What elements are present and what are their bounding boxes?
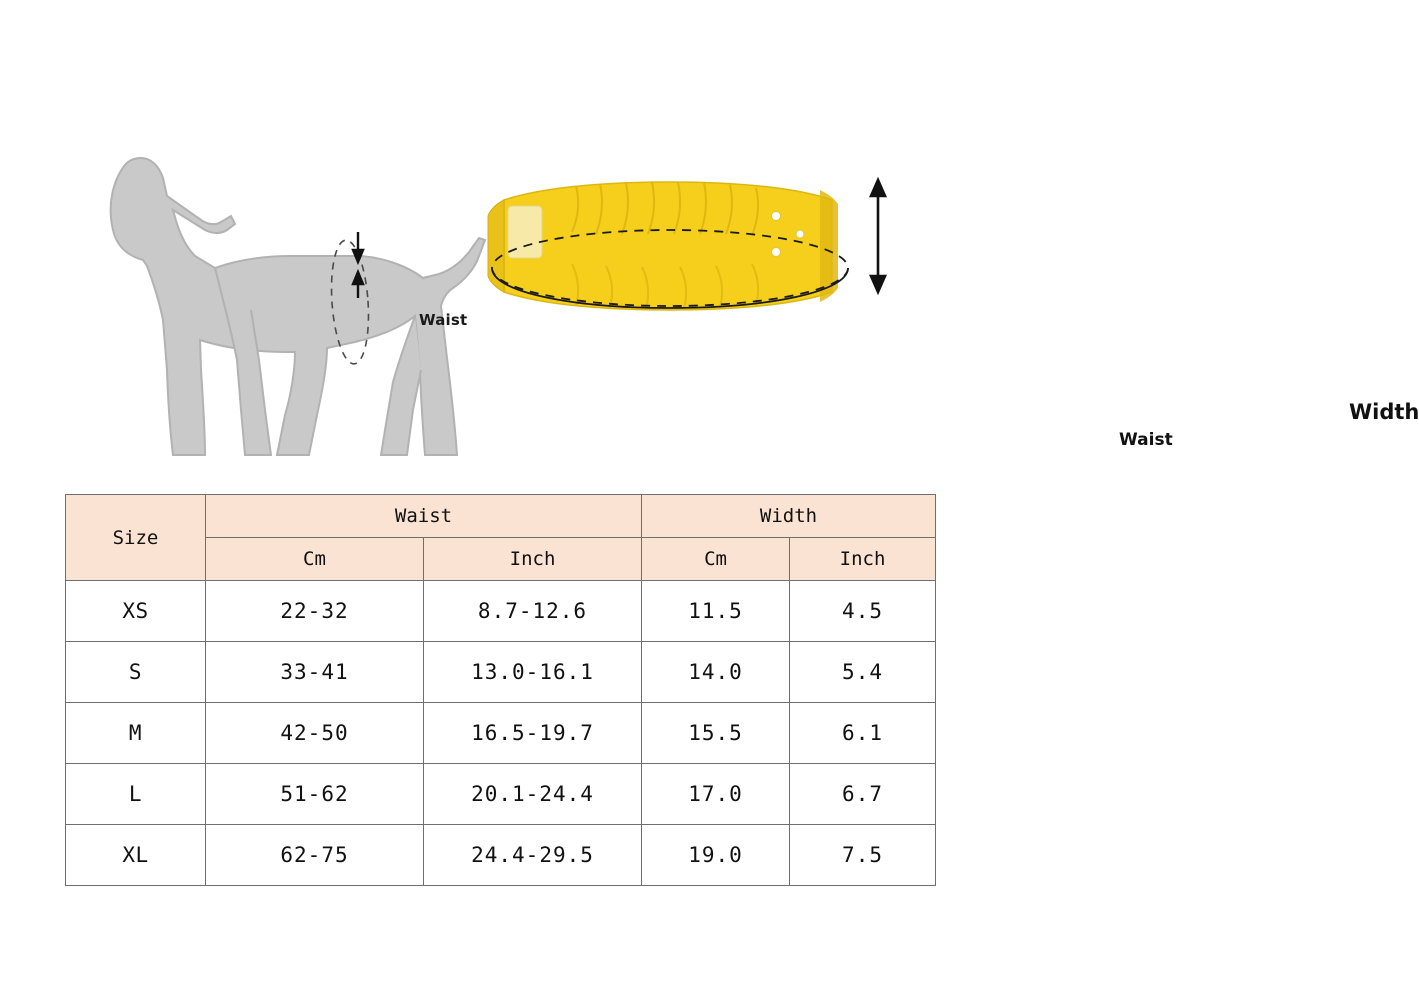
cell-width-cm: 15.5 (642, 703, 790, 764)
table-row (66, 581, 936, 642)
dog-silhouette-icon (55, 70, 485, 460)
cell-width-inch: 5.4 (790, 642, 936, 703)
table-row (66, 642, 936, 703)
cell-waist-inch: 24.4-29.5 (424, 825, 642, 886)
cell-waist-cm: 62-75 (206, 825, 424, 886)
cell-width-inch: 4.5 (790, 581, 936, 642)
cell-width-cm: 11.5 (642, 581, 790, 642)
cell-size: S (66, 642, 206, 703)
cell-waist-cm: 42-50 (206, 703, 424, 764)
diaper-band-icon (480, 160, 960, 360)
header-width: Width (642, 495, 936, 538)
cell-waist-cm: 33-41 (206, 642, 424, 703)
dog-illustration (55, 70, 485, 460)
table-row (66, 764, 936, 825)
table-header-row-group (66, 495, 936, 538)
cell-waist-inch: 20.1-24.4 (424, 764, 642, 825)
size-table-body (66, 581, 936, 886)
cell-size: XS (66, 581, 206, 642)
belt-width-label: Width (1349, 400, 1419, 424)
size-table (65, 494, 936, 886)
header-width-inch: Inch (790, 538, 936, 581)
header-size: Size (66, 495, 206, 581)
cell-waist-cm: 51-62 (206, 764, 424, 825)
cell-waist-inch: 16.5-19.7 (424, 703, 642, 764)
size-table-head (66, 495, 936, 581)
cell-size: M (66, 703, 206, 764)
cell-width-inch: 7.5 (790, 825, 936, 886)
header-waist: Waist (206, 495, 642, 538)
header-waist-inch: Inch (424, 538, 642, 581)
cell-width-inch: 6.7 (790, 764, 936, 825)
table-row (66, 703, 936, 764)
header-width-cm: Cm (642, 538, 790, 581)
dog-waist-label: Waist (419, 311, 468, 329)
table-row (66, 825, 936, 886)
belt-illustration (480, 160, 1419, 450)
cell-size: L (66, 764, 206, 825)
header-waist-cm: Cm (206, 538, 424, 581)
cell-size: XL (66, 825, 206, 886)
belt-waist-label: Waist (1119, 430, 1173, 450)
cell-waist-inch: 13.0-16.1 (424, 642, 642, 703)
cell-waist-inch: 8.7-12.6 (424, 581, 642, 642)
cell-width-cm: 19.0 (642, 825, 790, 886)
cell-waist-cm: 22-32 (206, 581, 424, 642)
cell-width-cm: 17.0 (642, 764, 790, 825)
cell-width-cm: 14.0 (642, 642, 790, 703)
cell-width-inch: 6.1 (790, 703, 936, 764)
